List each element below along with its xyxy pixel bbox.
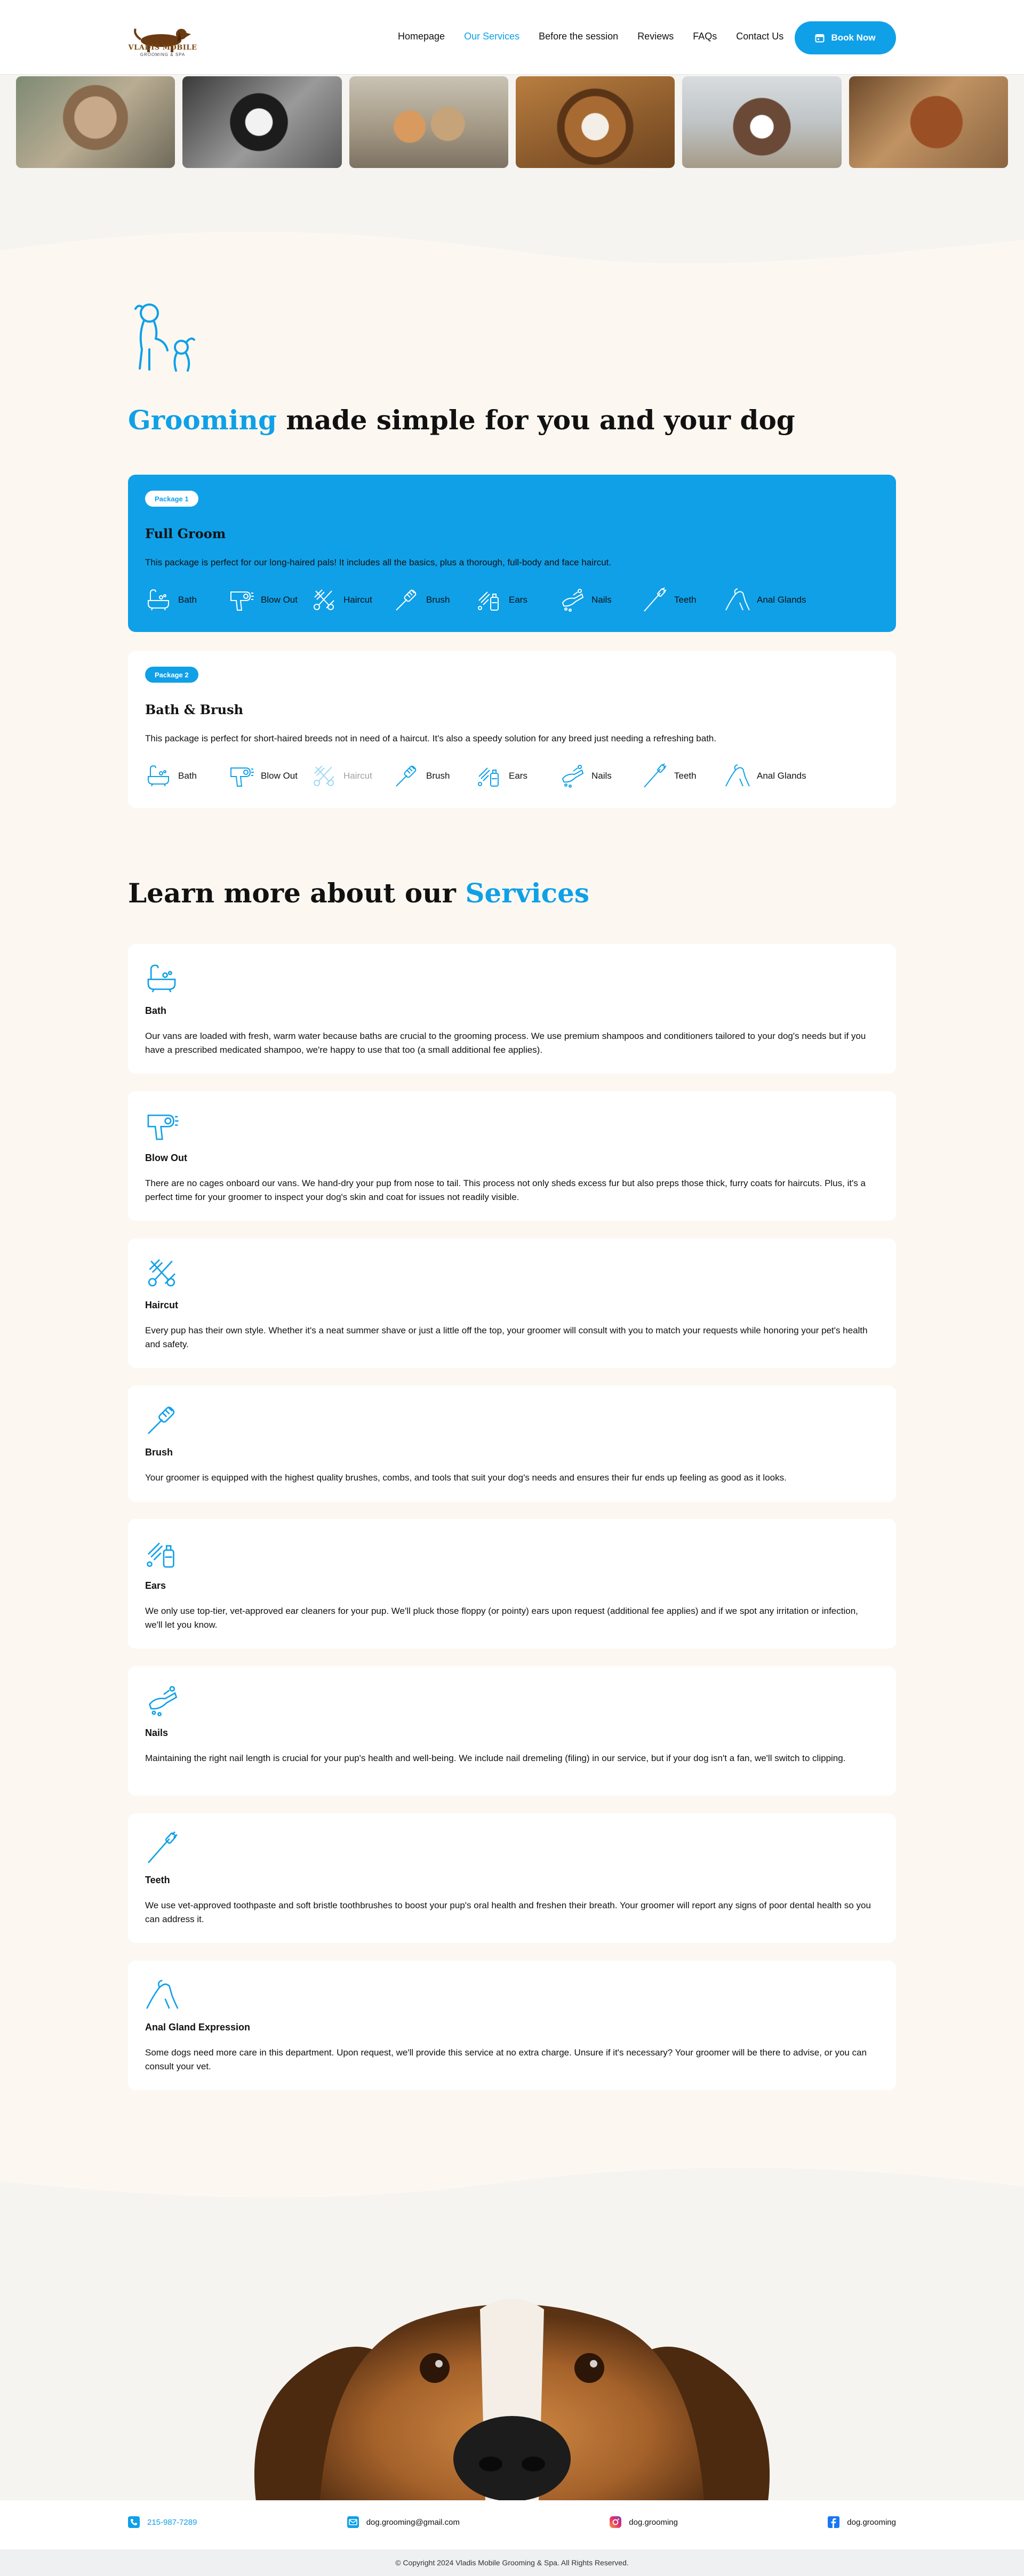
service-card-title: Haircut [145,1300,179,1310]
bathtub-icon [145,587,172,613]
service-card-title: Ears [145,1580,166,1591]
service-card-text: Every pup has their own style. Whether it's a neat summer shave or just a little off the top, your groomer will consult with you to match your requests while honoring your pet's health and safety. [145,1325,868,1349]
package-service-nails: Nails [558,587,641,613]
footer-facebook-handle: dog.grooming [847,2517,896,2527]
package-service-blow-out: Blow Out [228,763,310,789]
brush-icon [144,1403,179,1438]
package-service-anal-glands: Anal Glands [724,763,806,789]
nav-our-services[interactable]: Our Services [464,31,520,42]
learn-title-accent: Services [465,877,590,909]
package-service-list [145,763,806,789]
nav-faqs[interactable]: FAQs [693,31,717,42]
nail-clipper-icon [558,587,585,613]
service-card-title: Anal Gland Expression [145,2022,251,2033]
service-card-title: Brush [145,1447,173,1458]
package-service-list [145,587,806,613]
site-footer [0,2500,1024,2576]
nail-clipper-icon [144,1683,179,1718]
ear-cleaner-icon [144,1536,179,1571]
package-name: Full Groom [145,526,226,541]
footer-instagram-handle: dog.grooming [629,2517,678,2527]
package-service-haircut-excluded: Haircut [310,763,393,789]
site-header [0,0,1024,75]
footer-facebook[interactable] [828,2516,896,2528]
gallery-photo-corgi-pair [349,76,508,168]
nav-reviews[interactable]: Reviews [637,31,674,42]
toothbrush-icon [641,587,668,613]
main-nav [398,31,783,42]
service-card-blow-out [128,1091,896,1221]
package-service-nails: Nails [558,763,641,789]
dog-tail-icon [724,763,750,789]
hair-dryer-icon [144,1108,179,1143]
footer-email[interactable] [347,2516,460,2528]
scissors-comb-icon [144,1255,179,1291]
brush-icon [393,587,420,613]
hair-dryer-icon [228,763,254,789]
service-card-title: Blow Out [145,1153,187,1163]
logo-title: VLADIS MOBILE [128,44,197,52]
package-full-groom[interactable] [128,475,896,632]
service-card-nails [128,1666,896,1796]
scissors-comb-icon [310,587,337,613]
dog-tail-icon [144,1978,179,2013]
learn-title-pre: Learn more about our [128,877,456,909]
bathtub-icon [145,763,172,789]
dog-photo-gallery [16,76,1008,168]
gallery-photo-border-collie [182,76,341,168]
package-service-bath: Bath [145,587,228,613]
email-icon [347,2516,359,2528]
service-card-text: Your groomer is equipped with the highest quality brushes, combs, and tools that suit your dog's needs and ensures their fur ends up feeling as good as it looks. [145,1473,787,1483]
service-card-ears [128,1519,896,1649]
ear-cleaner-icon [476,763,502,789]
facebook-icon [828,2516,839,2528]
top-wave-divider [0,224,1024,288]
service-card-bath [128,944,896,1074]
scissors-comb-icon [310,763,337,789]
package-service-ears: Ears [476,763,558,789]
toothbrush-icon [144,1830,179,1866]
service-card-text: We only use top-tier, vet-approved ear cleaners for your pup. We'll pluck those floppy (or pointy) ears upon request (additional fee applies) and if we spot any irritation or infection, we'll let you know. [145,1606,858,1630]
nav-before-session[interactable]: Before the session [539,31,619,42]
service-card-title: Bath [145,1005,166,1016]
service-card-anal-glands [128,1961,896,2090]
calendar-icon [815,33,825,43]
service-card-brush [128,1386,896,1502]
footer-phone-number: 215-987-7289 [147,2517,197,2527]
nail-clipper-icon [558,763,585,789]
nav-contact-us[interactable]: Contact Us [736,31,784,42]
hair-dryer-icon [228,587,254,613]
footer-contacts [128,2516,896,2528]
footer-email-address: dog.grooming@gmail.com [366,2517,460,2527]
package-service-brush: Brush [393,587,476,613]
service-card-text: Maintaining the right nail length is crucial for your pup's health and well-being. We include nail dremeling (filing) in our service, but if your dog isn't a fan, we'll switch to clipping. [145,1753,846,1763]
ear-cleaner-icon [476,587,502,613]
package-name: Bath & Brush [145,702,244,717]
hero-title-accent: Grooming [128,404,277,436]
instagram-icon [610,2516,621,2528]
logo-subtitle: GROOMING & SPA [140,52,186,57]
gallery-photo-beach-dog [682,76,841,168]
package-description: This package is perfect for our long-haired pals! It includes all the basics, plus a thorough, full-body and face haircut. [145,557,612,567]
book-now-label: Book Now [831,33,876,43]
nav-homepage[interactable]: Homepage [398,31,445,42]
footer-instagram[interactable] [610,2516,678,2528]
phone-icon [128,2516,140,2528]
package-badge: Package 1 [145,491,198,507]
learn-more-title [128,877,589,909]
brush-icon [393,763,420,789]
peeking-beagle-image [240,2288,784,2501]
package-service-anal-glands: Anal Glands [724,587,806,613]
service-card-teeth [128,1813,896,1943]
service-card-text: Some dogs need more care in this department. Upon request, we'll provide this service at no extra charge. Unsure if it's necessary? Your groomer will be there to advise, or you can consult your vet. [145,2047,867,2071]
footer-phone[interactable] [128,2516,197,2528]
gallery-photo-beagle-smiling [516,76,675,168]
package-badge: Package 2 [145,667,198,683]
copyright-text: © Copyright 2024 Vladis Mobile Grooming & Spa. All Rights Reserved. [0,2549,1024,2576]
dog-illustration-icon [128,301,197,376]
service-card-title: Teeth [145,1875,170,1885]
package-service-haircut: Haircut [310,587,393,613]
hero-title [128,404,795,436]
bathtub-icon [144,961,179,996]
package-description: This package is perfect for short-haired breeds not in need of a haircut. It's also a speedy solution for any breed just needing a refreshing bath. [145,733,717,743]
package-service-blow-out: Blow Out [228,587,310,613]
package-service-ears: Ears [476,587,558,613]
package-service-bath: Bath [145,763,228,789]
bottom-wave-divider [0,2155,1024,2219]
service-card-text: Our vans are loaded with fresh, warm water because baths are crucial to the grooming process. We use premium shampoos and conditioners tailored to your dog's needs but if you have a prescribed medicated shampoo, we're happy to use that too (a small additional fee applies). [145,1031,866,1055]
service-card-haircut [128,1238,896,1368]
hero-title-rest: made simple for you and your dog [286,404,795,436]
toothbrush-icon [641,763,668,789]
dog-tail-icon [724,587,750,613]
package-service-brush: Brush [393,763,476,789]
package-service-teeth: Teeth [641,763,724,789]
package-bath-and-brush[interactable] [128,651,896,808]
gallery-photo-brown-dog [849,76,1008,168]
gallery-photo-dog-licking [16,76,175,168]
package-service-teeth: Teeth [641,587,724,613]
service-card-text: There are no cages onboard our vans. We hand-dry your pup from nose to tail. This process not only sheds excess fur but also preps those thick, furry coats for haircuts. Plus, it's a perfect time for your groomer to inspect your dog's skin and coat for issues not readily visible. [145,1178,866,1202]
service-card-text: We use vet-approved toothpaste and soft bristle toothbrushes to boost your pup's oral health and freshen their breath. Your groomer will report any signs of poor dental health so you can address it. [145,1900,871,1924]
service-card-title: Nails [145,1727,169,1738]
book-now-button[interactable] [795,21,896,54]
